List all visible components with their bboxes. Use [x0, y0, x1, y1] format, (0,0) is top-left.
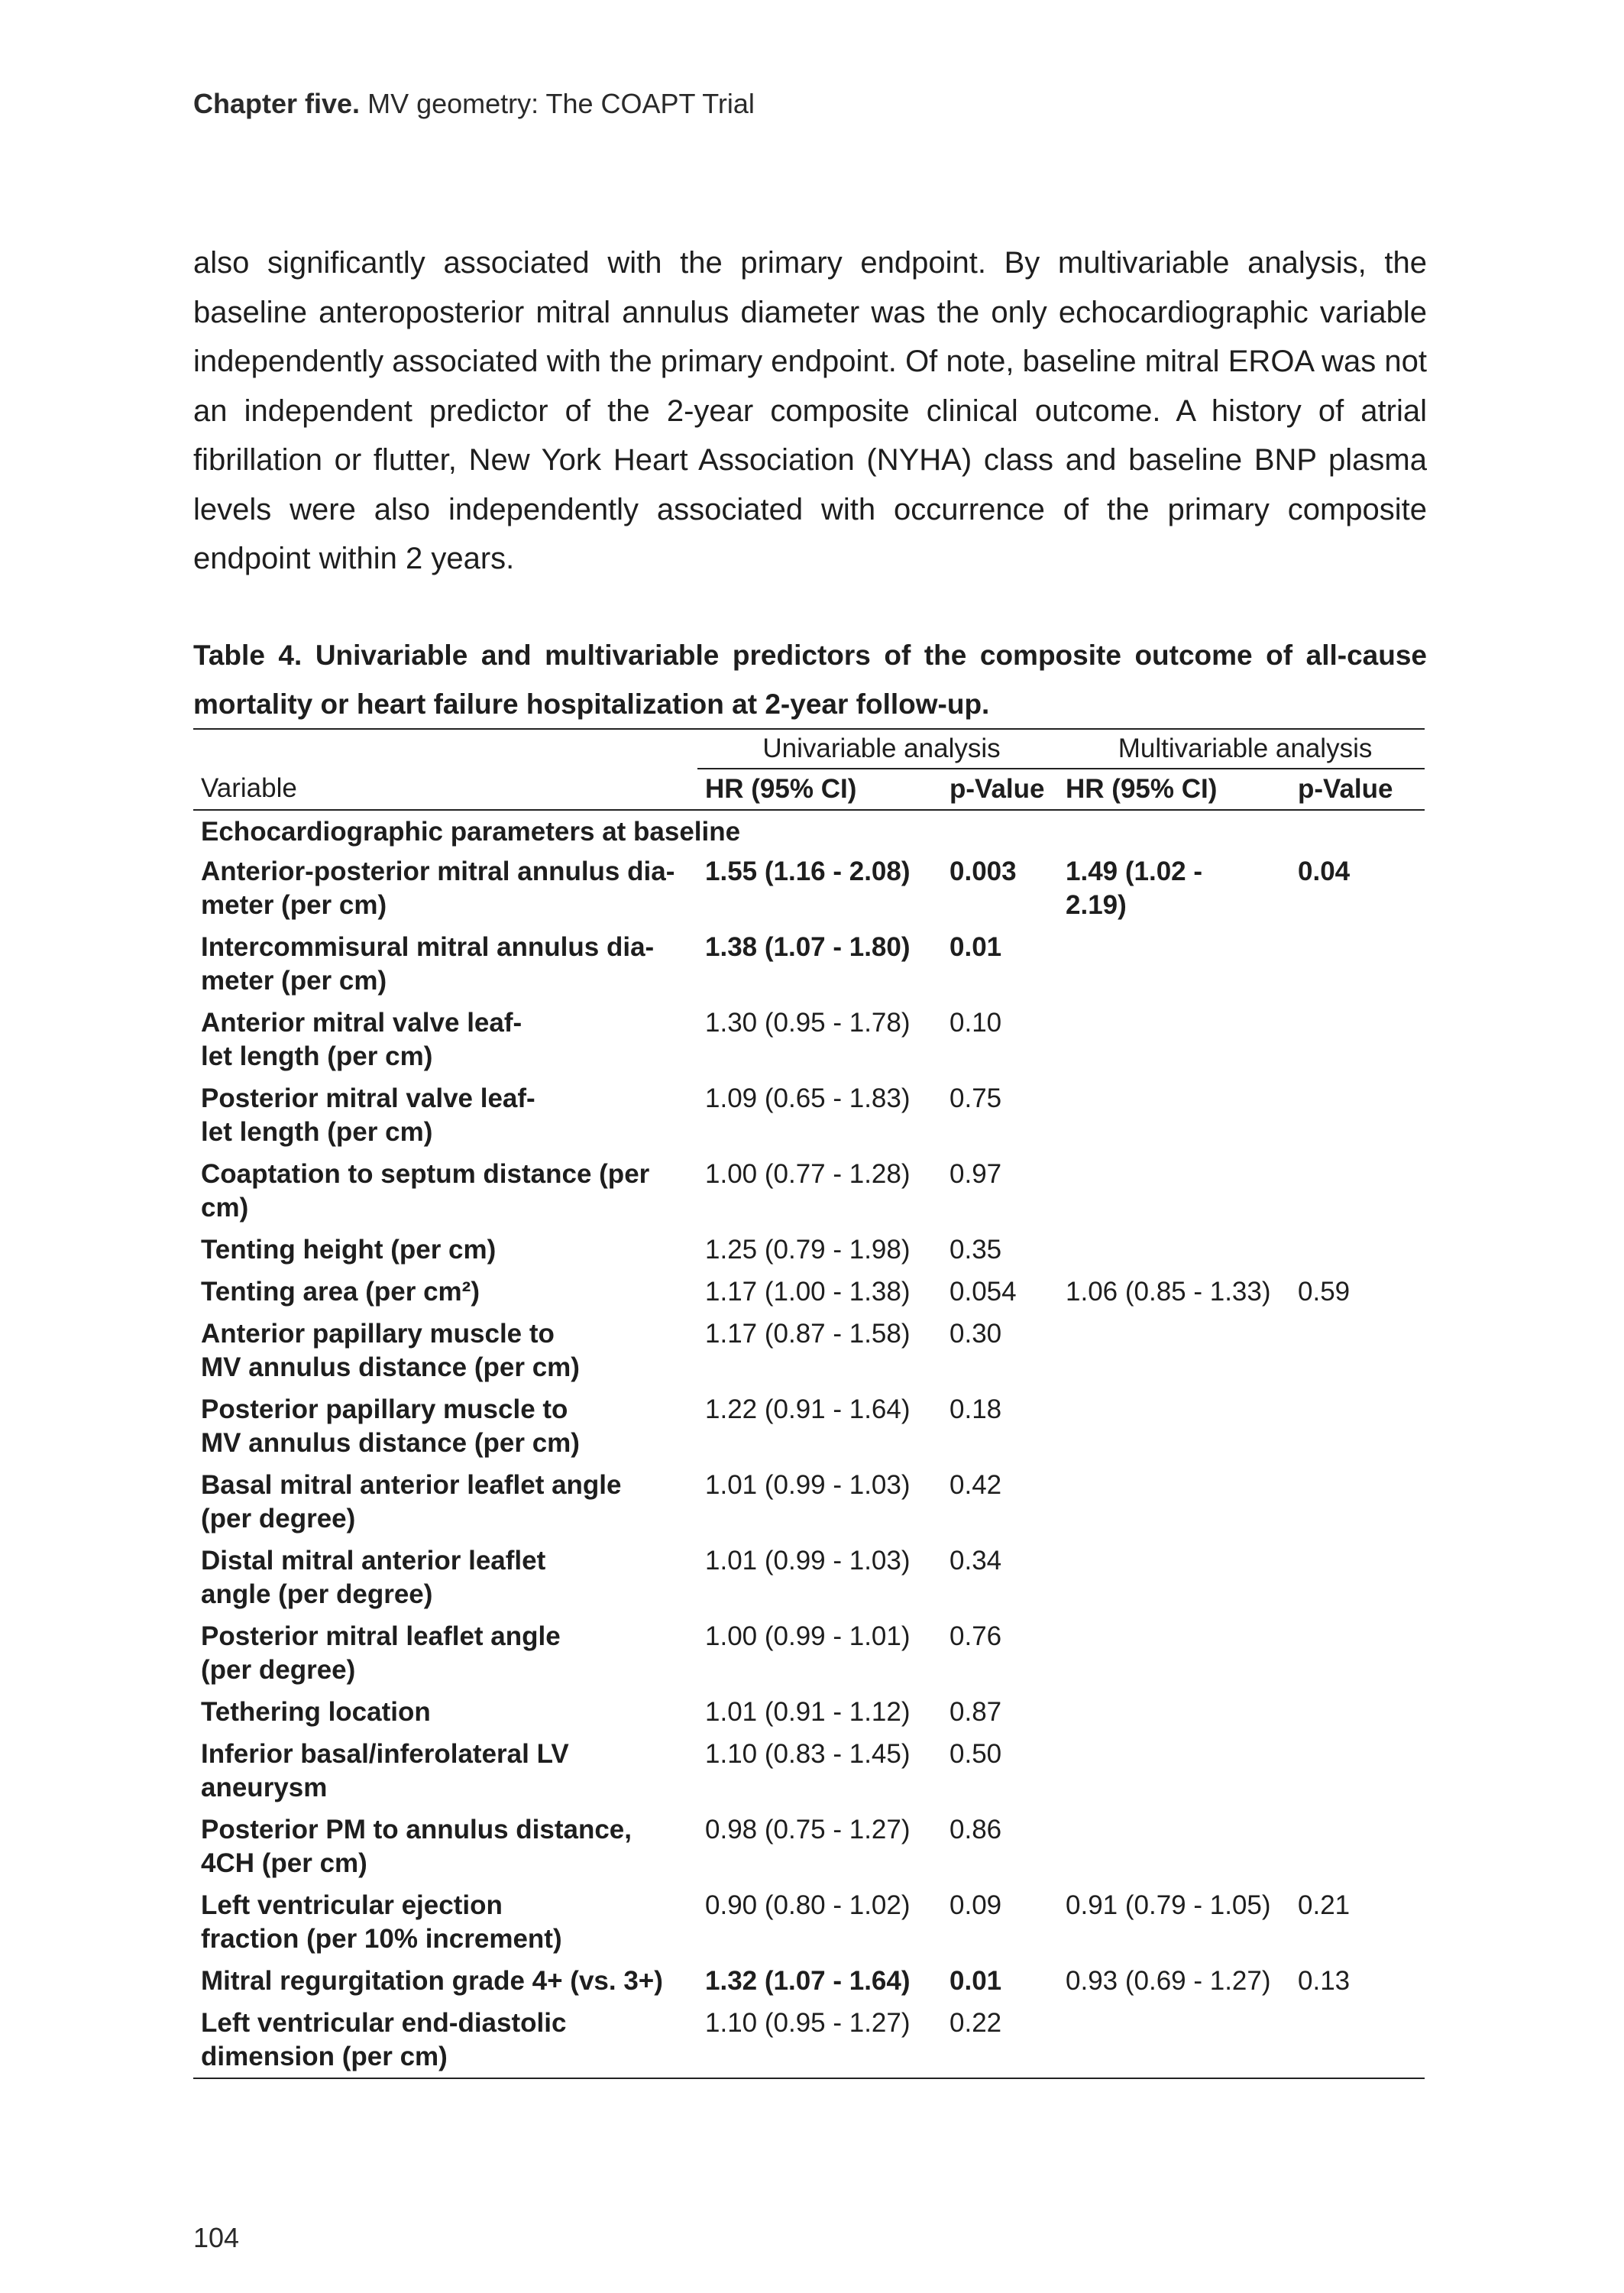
cell-variable: Posterior PM to annulus distance, 4CH (per cm) — [201, 1815, 632, 1878]
table-row — [193, 1153, 1425, 1229]
cell-uni-p: 0.35 — [949, 1235, 1002, 1265]
cell-multi-p — [1290, 1313, 1425, 1388]
cell-variable: Left ventricular end-diastolic dimension (per cm) — [201, 2008, 567, 2071]
cell-multi-p — [1290, 2002, 1425, 2078]
cell-multi-hr — [1058, 2002, 1290, 2078]
cell-uni-p: 0.18 — [949, 1394, 1002, 1424]
cell-multi-p: 0.21 — [1298, 1890, 1351, 1920]
cell-multi-p — [1290, 1229, 1425, 1271]
cell-variable: Tenting height (per cm) — [201, 1235, 497, 1265]
cell-multi-p — [1290, 1002, 1425, 1077]
column-header-variable: Variable — [193, 769, 697, 810]
table-row — [193, 1313, 1425, 1388]
cell-multi-p — [1290, 1153, 1425, 1229]
cell-multi-hr — [1058, 1733, 1290, 1809]
cell-multi-p: 0.04 — [1298, 857, 1351, 886]
cell-multi-hr — [1058, 1464, 1290, 1540]
cell-multi-hr: 1.06 (0.85 - 1.33) — [1066, 1277, 1271, 1307]
table-row — [193, 1388, 1425, 1464]
cell-uni-hr: 1.22 (0.91 - 1.64) — [705, 1394, 911, 1424]
cell-uni-hr: 1.25 (0.79 - 1.98) — [705, 1235, 911, 1265]
cell-uni-p: 0.01 — [949, 932, 1002, 962]
cell-uni-p: 0.01 — [949, 1966, 1002, 1996]
cell-variable: Basal mitral anterior leaflet angle (per degree) — [201, 1470, 622, 1534]
column-header-uni-hr: HR (95% CI) — [697, 769, 942, 810]
table-row — [193, 926, 1425, 1002]
table-row — [193, 1271, 1425, 1313]
cell-multi-hr: 1.49 (1.02 - 2.19) — [1066, 857, 1203, 920]
cell-uni-p: 0.10 — [949, 1008, 1002, 1038]
cell-uni-hr: 1.00 (0.99 - 1.01) — [705, 1621, 911, 1651]
column-header-multi-p: p-Value — [1290, 769, 1425, 810]
cell-uni-p: 0.76 — [949, 1621, 1002, 1651]
table-row — [193, 1809, 1425, 1884]
table-row — [193, 1077, 1425, 1153]
cell-variable: Anterior papillary muscle to MV annulus distance (per cm) — [201, 1319, 580, 1382]
chapter-title: MV geometry: The COAPT Trial — [367, 88, 755, 119]
cell-multi-p — [1290, 1077, 1425, 1153]
cell-multi-p: 0.13 — [1298, 1966, 1351, 1996]
table-row — [193, 850, 1425, 926]
column-header-multi-hr: HR (95% CI) — [1058, 769, 1290, 810]
cell-uni-p: 0.42 — [949, 1470, 1002, 1500]
cell-uni-hr: 1.17 (1.00 - 1.38) — [705, 1277, 911, 1307]
table-row — [193, 1002, 1425, 1077]
cell-multi-p — [1290, 1733, 1425, 1809]
group-header-row — [193, 730, 1425, 769]
cell-uni-hr: 1.01 (0.99 - 1.03) — [705, 1470, 911, 1500]
cell-uni-p: 0.97 — [949, 1159, 1002, 1189]
cell-uni-p: 0.34 — [949, 1546, 1002, 1576]
cell-uni-p: 0.09 — [949, 1890, 1002, 1920]
table-row — [193, 2002, 1425, 2078]
cell-uni-p: 0.054 — [949, 1277, 1017, 1307]
cell-multi-p — [1290, 1691, 1425, 1733]
cell-uni-hr: 1.10 (0.83 - 1.45) — [705, 1739, 911, 1769]
table-row — [193, 1691, 1425, 1733]
cell-multi-hr — [1058, 1313, 1290, 1388]
cell-multi-hr — [1058, 1615, 1290, 1691]
cell-uni-p: 0.87 — [949, 1697, 1002, 1727]
section-label: Echocardiographic parameters at baseline — [201, 817, 741, 847]
cell-uni-hr: 1.38 (1.07 - 1.80) — [705, 932, 911, 962]
cell-variable: Posterior mitral valve leaf- let length (per cm) — [201, 1083, 535, 1147]
group-header-univariable: Univariable analysis — [697, 730, 1058, 769]
cell-variable: Intercommisural mitral annulus dia- meter (per cm) — [201, 932, 655, 996]
cell-multi-hr — [1058, 1077, 1290, 1153]
cell-uni-hr: 1.00 (0.77 - 1.28) — [705, 1159, 911, 1189]
cell-multi-hr — [1058, 1229, 1290, 1271]
cell-uni-p: 0.003 — [949, 857, 1017, 886]
cell-multi-hr: 0.93 (0.69 - 1.27) — [1066, 1966, 1271, 1996]
predictors-table — [193, 728, 1425, 2079]
cell-uni-p: 0.22 — [949, 2008, 1002, 2038]
table-row — [193, 1615, 1425, 1691]
section-row — [193, 810, 1425, 850]
cell-variable: Tenting area (per cm²) — [201, 1277, 480, 1307]
cell-multi-hr — [1058, 1002, 1290, 1077]
body-paragraph: also significantly associated with the primary endpoint. By multivariable analysis, the baseline anteroposterior mitral annulus diameter was the only echocardiographic variable independently associated with the primary endpoint. Of note, baseline mitral EROA was not an independent predictor of the 2-year composite clinical outcome. A history of atrial fibrillation or flutter, New York Heart Association (NYHA) class and baseline BNP plasma levels were also independently associated with occurrence of the primary composite endpoint within 2 years. — [193, 246, 1427, 575]
cell-uni-hr: 1.30 (0.95 - 1.78) — [705, 1008, 911, 1038]
cell-uni-hr: 1.32 (1.07 - 1.64) — [705, 1966, 911, 1996]
cell-uni-p: 0.30 — [949, 1319, 1002, 1349]
cell-multi-p: 0.59 — [1298, 1277, 1351, 1307]
group-header-multivariable: Multivariable analysis — [1058, 730, 1425, 769]
cell-multi-p — [1290, 1388, 1425, 1464]
column-header-uni-p: p-Value — [942, 769, 1058, 810]
cell-multi-hr — [1058, 1540, 1290, 1615]
cell-uni-p: 0.86 — [949, 1815, 1002, 1844]
cell-variable: Anterior-posterior mitral annulus dia- meter (per cm) — [201, 857, 675, 920]
cell-multi-p — [1290, 1809, 1425, 1884]
cell-multi-p — [1290, 926, 1425, 1002]
table-row — [193, 1884, 1425, 1960]
table-row — [193, 1733, 1425, 1809]
table-caption: Table 4. Univariable and multivariable predictors of the composite outcome of all-cause mortality or heart failure hospitalization at 2-year follow-up. — [193, 640, 1427, 720]
cell-uni-p: 0.75 — [949, 1083, 1002, 1113]
cell-multi-hr — [1058, 1388, 1290, 1464]
table-row — [193, 1229, 1425, 1271]
cell-uni-hr: 1.10 (0.95 - 1.27) — [705, 2008, 911, 2038]
group-header-blank — [193, 730, 697, 769]
table-row — [193, 1464, 1425, 1540]
cell-multi-p — [1290, 1615, 1425, 1691]
cell-multi-p — [1290, 1540, 1425, 1615]
cell-uni-hr: 1.09 (0.65 - 1.83) — [705, 1083, 911, 1113]
cell-multi-hr — [1058, 926, 1290, 1002]
cell-variable: Anterior mitral valve leaf- let length (per cm) — [201, 1008, 522, 1071]
cell-multi-hr — [1058, 1691, 1290, 1733]
cell-uni-hr: 1.01 (0.99 - 1.03) — [705, 1546, 911, 1576]
cell-variable: Left ventricular ejection fraction (per 10% increment) — [201, 1890, 562, 1954]
column-header-row — [193, 769, 1425, 810]
cell-multi-hr: 0.91 (0.79 - 1.05) — [1066, 1890, 1271, 1920]
page-number: 104 — [193, 2222, 240, 2253]
cell-uni-hr: 0.98 (0.75 - 1.27) — [705, 1815, 911, 1844]
cell-variable: Tethering location — [201, 1697, 431, 1727]
cell-multi-hr — [1058, 1809, 1290, 1884]
cell-variable: Posterior mitral leaflet angle (per degree) — [201, 1621, 561, 1685]
cell-variable: Inferior basal/inferolateral LV aneurysm — [201, 1739, 569, 1802]
cell-variable: Posterior papillary muscle to MV annulus distance (per cm) — [201, 1394, 580, 1458]
cell-variable: Mitral regurgitation grade 4+ (vs. 3+) — [201, 1966, 663, 1996]
cell-uni-hr: 0.90 (0.80 - 1.02) — [705, 1890, 911, 1920]
cell-uni-hr: 1.55 (1.16 - 2.08) — [705, 857, 911, 886]
cell-uni-hr: 1.17 (0.87 - 1.58) — [705, 1319, 911, 1349]
table-row — [193, 1540, 1425, 1615]
cell-uni-p: 0.50 — [949, 1739, 1002, 1769]
chapter-label: Chapter five. — [193, 88, 361, 119]
cell-uni-hr: 1.01 (0.91 - 1.12) — [705, 1697, 911, 1727]
cell-multi-p — [1290, 1464, 1425, 1540]
running-head — [193, 86, 755, 122]
cell-multi-hr — [1058, 1153, 1290, 1229]
table-row — [193, 1960, 1425, 2002]
table-body — [193, 850, 1425, 2078]
results-table — [193, 730, 1425, 2078]
cell-variable: Distal mitral anterior leaflet angle (per degree) — [201, 1546, 546, 1609]
cell-variable: Coaptation to septum distance (per cm) — [201, 1159, 650, 1223]
